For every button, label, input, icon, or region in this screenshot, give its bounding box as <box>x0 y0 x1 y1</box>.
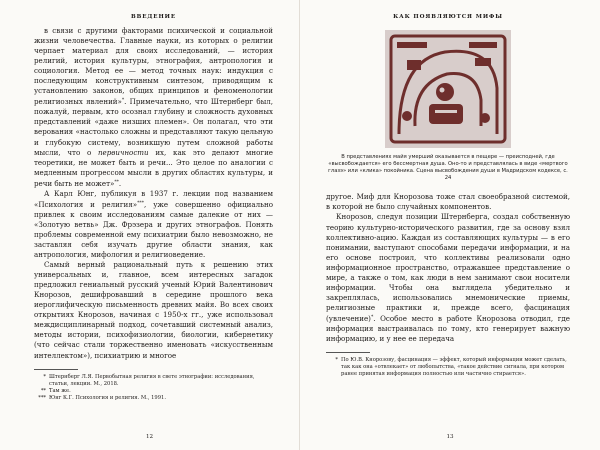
maya-codex-figure-icon <box>385 30 511 148</box>
footnote-ref[interactable]: * <box>121 98 125 104</box>
paragraph: другое. Миф для Кнорозова тоже стал своеобразной системой, в которой не было случайных компонентов. <box>326 192 570 212</box>
footnotes <box>34 374 273 402</box>
running-head: ВВЕДЕНИЕ <box>131 14 176 20</box>
running-head: КАК ПОЯВЛЯЮТСЯ МИФЫ <box>393 14 503 20</box>
paragraph: Самый верный рациональный путь к решению этих универсальных и, главное, всем интересных загадок предложил гениальный русский ученый Юрий Валентинович Кнорозов, дешифровавший в середине прошлого века иероглифическую письменность древних майя. Во всех своих открытиях Кнорозов, начиная с 1950-х гг., уже использовал междисциплинарный подход, сочетавший системный анализ, методы истории, психофизиологии, биологии, кибернетику (что сейчас стали торжественно именовать «искусственным интеллектом»), психиатрию и многое <box>34 260 273 360</box>
paragraph: А Карл Юнг, публикуя в 1937 г. лекции под названием «Психология и религия»***, уже совершенно официально привлек к своим исследованиям самые далекие от них — «Золотую ветвь» Дж. Фрэзера и других этнографов. Понять проблемы современной ему психиатрии было невозможно, не заставляя себя изучать другие области знания, как антропология, мифология и религиоведение. <box>34 188 273 260</box>
paragraph: Кнорозов, следуя позиции Штернберга, создал собственную теорию культурно-исторического развития, где за основу взял коллективно-ацию. Каждая из составляющих культуры — в его понимании, выступают способами передачи информации, и на его основе построил, что коллективы реализовали одно информационное пространство, отражавшее представление о мире, а также о том, как люди в нем занимают свои носители информации. Чтобы она выглядела убедительно и закреплялась, использовались мнемонические приемы, религиозные практики и, прежде всего, фасцинация (увлечение)*. Особое место в работе Кнорозова отводил, где информация выстраивалась по тому, кто генерирует важную информацию, и у нее ее передача <box>326 212 570 344</box>
footnote: * По Ю.В. Кнорозову, фасцинация — эффект, который информации может сделать, так как она «отвлекает» от любопытства, «такое действие сигнала, при котором ранее принятая информация полностью или частично стирается». <box>335 357 567 378</box>
footnote-rule <box>34 369 78 370</box>
codex-illustration <box>385 30 511 148</box>
figure-caption: В представлениях майя умерший оказывается в пещере — преисподней, где «высвобождается» его бессмертная душа. Оно-то и представлялась в виде «мертвого глазэ» или «клика» покойника. Сцена высвобождения души в Мадридском кодексе, с. 24 <box>328 154 568 182</box>
footnote: * Штернберг Л.Я. Первобытная религия в свете этнографии: исследования, статьи, лекции. М., 2018. <box>43 373 255 387</box>
right-page <box>300 0 600 450</box>
footnote-ref[interactable]: *** <box>137 200 144 206</box>
footnote-ref[interactable]: * <box>370 314 374 320</box>
footnote: *** Юнг К.Г. Психология и религия. М., 1991. <box>38 394 166 401</box>
footnotes <box>326 357 570 378</box>
page-number: 12 <box>145 434 154 440</box>
page-number: 13 <box>446 434 454 440</box>
footnote-rule <box>326 352 370 353</box>
body-text <box>34 26 273 361</box>
footnote: ** Там же. <box>40 387 71 394</box>
paragraph: в связи с другими факторами психической и социальной жизни человечества. Главные науки, из которых о религии черпает материал для своих исследований, — история религий, история культуры, этнография, антропология и социология. Метод ее — метод точных наук: индукция с последующим конструктивным синтезом, приводящим к установлению законов, общих принципов и феноменологии религиозных явлений»*. Примечательно, что Штернберг был, пожалуй, первым, кто осознал глубину и сложность духовных представлений «даже низших племен». Он полагал, что эти верования «настолько сложны и представляют такую цельную и глубокую систему, возникшую путем сложной работы мысли, что о первичности их, как это делают многие теоретики, не может быть и речи... Это целое по аналогии с медленным прогрессом мысли в других областях культуры, и речи быть не может»**. <box>34 26 274 188</box>
footnote-ref[interactable]: ** <box>114 179 119 185</box>
body-text <box>326 192 570 344</box>
